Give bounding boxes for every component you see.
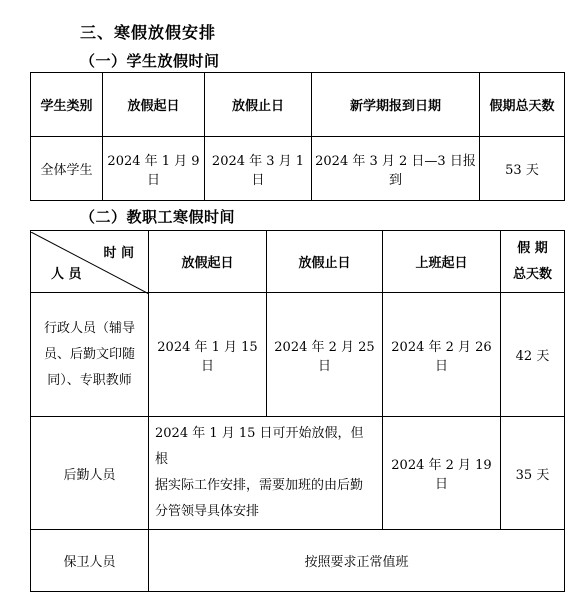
students-heading: （一）学生放假时间 — [80, 52, 220, 70]
merged-line: 分管领导具体安排 — [155, 504, 260, 519]
header-start-date: 放假起日 — [149, 231, 267, 293]
header-student-type: 学生类别 — [31, 73, 103, 137]
header-end-date: 放假止日 — [205, 73, 312, 137]
staff-table — [30, 230, 565, 592]
cell-work-start-date: 2024 年 2 月 19 日 — [383, 417, 501, 530]
cell-total-days: 35 天 — [501, 417, 565, 530]
role-line: 同）、专职教师 — [47, 372, 132, 388]
header-total-days-line2: 总天数 — [512, 266, 552, 282]
cell-start-date: 2024 年 1 月 9 日 — [103, 137, 205, 201]
cell-role-logistics: 后勤人员 — [31, 417, 149, 530]
diag-personnel-label: 人 员 — [51, 266, 82, 282]
cell-merged-all: 按照要求正常值班 — [149, 530, 565, 592]
header-start-date: 放假起日 — [103, 73, 205, 137]
staff-heading: （二）教职工寒假时间 — [80, 208, 236, 226]
merged-line: 2024 年 1 月 15 日可开始放假，但根 — [155, 426, 364, 467]
header-end-date: 放假止日 — [267, 231, 383, 293]
role-line: 行政人员（辅导 — [43, 320, 135, 336]
cell-role-security: 保卫人员 — [31, 530, 149, 592]
students-header-row — [31, 73, 565, 137]
cell-total-days: 53 天 — [480, 137, 565, 201]
diagonal-header-cell — [31, 231, 149, 293]
cell-end-date: 2024 年 3 月 1 日 — [205, 137, 312, 201]
table-row — [31, 137, 565, 201]
cell-merged-dates — [149, 417, 383, 530]
cell-end-date: 2024 年 2 月 25 日 — [267, 293, 383, 417]
header-total-days-line1: 假 期 — [517, 240, 548, 256]
header-registration-date: 新学期报到日期 — [312, 73, 480, 137]
cell-total-days: 42 天 — [501, 293, 565, 417]
cell-start-date: 2024 年 1 月 15 日 — [149, 293, 267, 417]
header-total-days: 假期总天数 — [480, 73, 565, 137]
staff-header-row — [31, 231, 565, 293]
table-row — [31, 293, 565, 417]
diag-time-label: 时 间 — [103, 245, 134, 261]
students-table — [30, 72, 565, 201]
cell-student-type: 全体学生 — [31, 137, 103, 201]
header-total-days — [501, 231, 565, 293]
merged-line: 据实际工作安排，需要加班的由后勤 — [155, 478, 364, 493]
cell-work-start-date: 2024 年 2 月 26 日 — [383, 293, 501, 417]
cell-role-admin — [31, 293, 149, 417]
role-line: 员、后勤文印随 — [43, 346, 135, 362]
cell-registration-date: 2024 年 3 月 2 日—3 日报到 — [312, 137, 480, 201]
table-row — [31, 530, 565, 592]
table-row — [31, 417, 565, 530]
header-work-start-date: 上班起日 — [383, 231, 501, 293]
section-title: 三、寒假放假安排 — [80, 23, 217, 42]
